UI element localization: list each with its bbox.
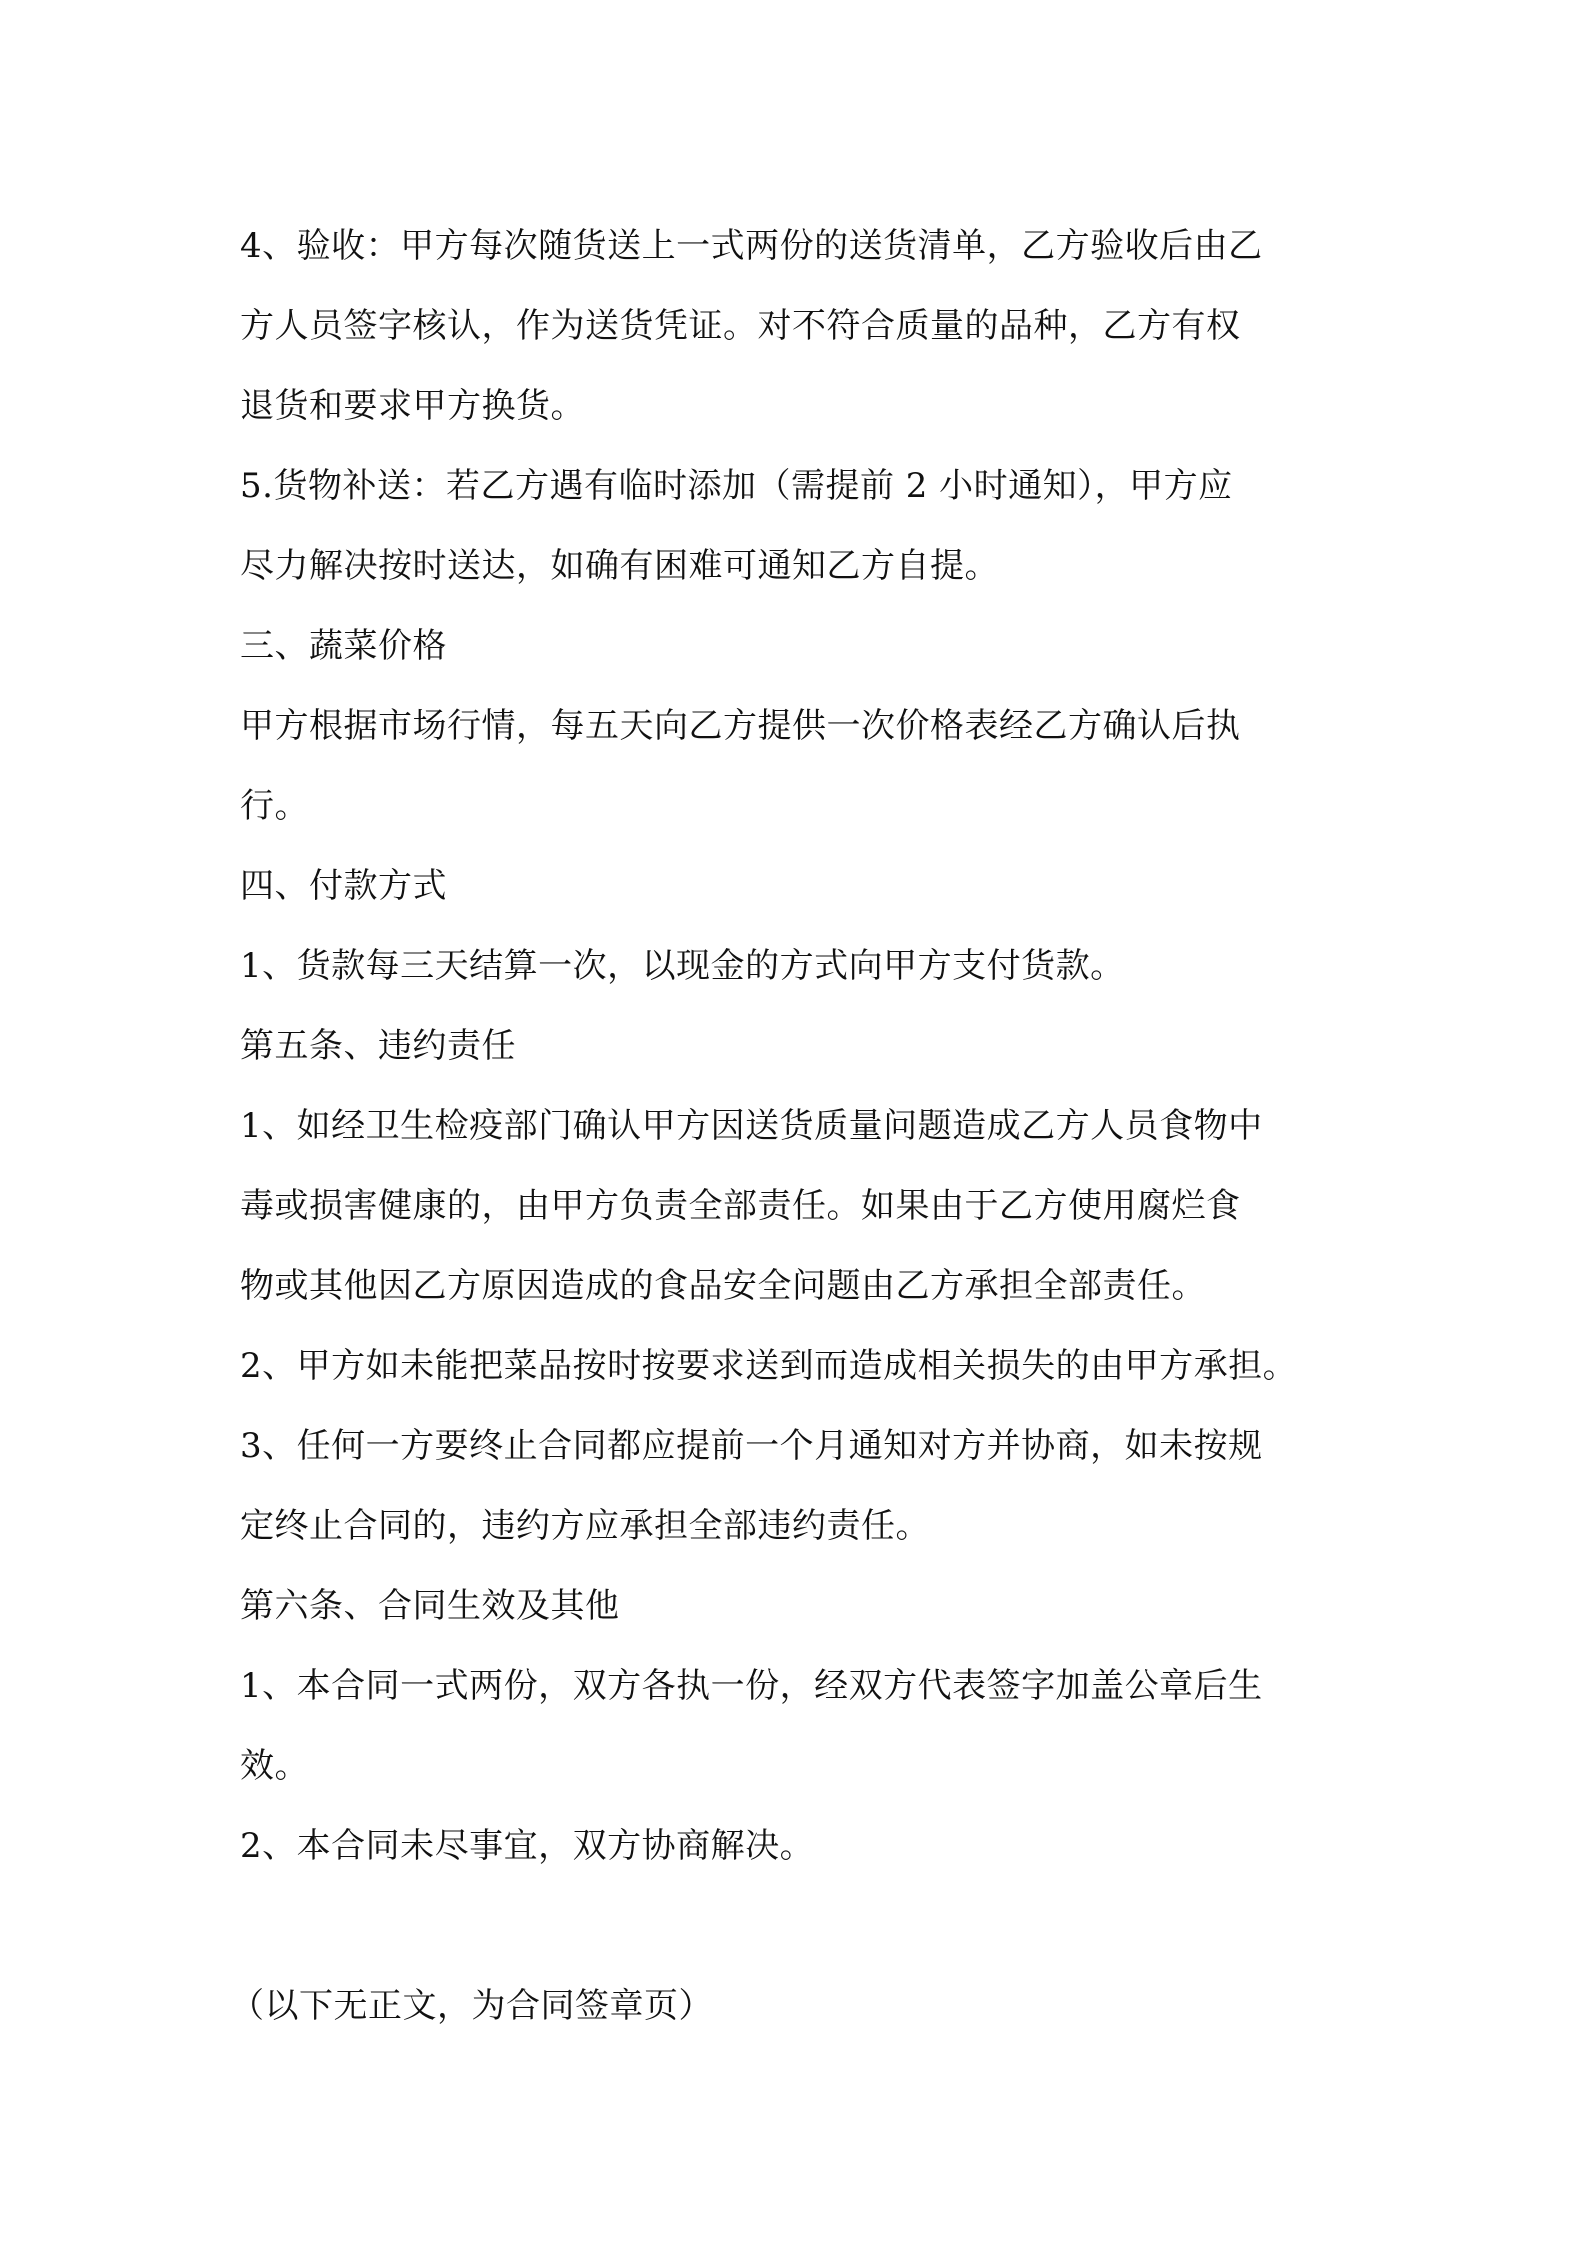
price-paragraph-line-1: 甲方根据市场行情，每五天向乙方提供一次价格表经乙方确认后执	[240, 706, 1241, 746]
breach-clause-3-line-2: 定终止合同的，违约方应承担全部违约责任。	[240, 1506, 930, 1546]
clause-inspection-line-3: 退货和要求甲方换货。	[240, 386, 585, 426]
effect-clause-1-line-1: 1、本合同一式两份，双方各执一份，经双方代表签字加盖公章后生	[240, 1666, 1263, 1706]
article-heading-effect: 第六条、合同生效及其他	[240, 1586, 620, 1626]
effect-clause-2: 2、本合同未尽事宜，双方协商解决。	[240, 1826, 815, 1866]
price-paragraph-line-2: 行。	[240, 786, 309, 826]
breach-clause-1-line-1: 1、如经卫生检疫部门确认甲方因送货质量问题造成乙方人员食物中	[240, 1106, 1263, 1146]
clause-resupply-line-2: 尽力解决按时送达，如确有困难可通知乙方自提。	[240, 546, 999, 586]
breach-clause-1-line-2: 毒或损害健康的，由甲方负责全部责任。如果由于乙方使用腐烂食	[240, 1186, 1241, 1226]
article-heading-breach: 第五条、违约责任	[240, 1026, 516, 1066]
section-heading-price: 三、蔬菜价格	[240, 626, 447, 666]
breach-clause-1-line-3: 物或其他因乙方原因造成的食品安全问题由乙方承担全部责任。	[240, 1266, 1206, 1306]
clause-resupply-line-1: 5.货物补送：若乙方遇有临时添加（需提前 2 小时通知），甲方应	[240, 466, 1233, 506]
section-heading-payment: 四、付款方式	[240, 866, 447, 906]
effect-clause-1-line-2: 效。	[240, 1746, 309, 1786]
payment-clause-1: 1、货款每三天结算一次，以现金的方式向甲方支付货款。	[240, 946, 1125, 986]
breach-clause-2: 2、甲方如未能把菜品按时按要求送到而造成相关损失的由甲方承担。	[240, 1346, 1298, 1386]
clause-inspection-line-1: 4、验收：甲方每次随货送上一式两份的送货清单，乙方验收后由乙	[240, 226, 1263, 266]
clause-inspection-line-2: 方人员签字核认，作为送货凭证。对不符合质量的品种，乙方有权	[240, 306, 1241, 346]
breach-clause-3-line-1: 3、任何一方要终止合同都应提前一个月通知对方并协商，如未按规	[240, 1426, 1263, 1466]
end-of-text-note: （以下无正文，为合同签章页）	[230, 1986, 713, 2026]
